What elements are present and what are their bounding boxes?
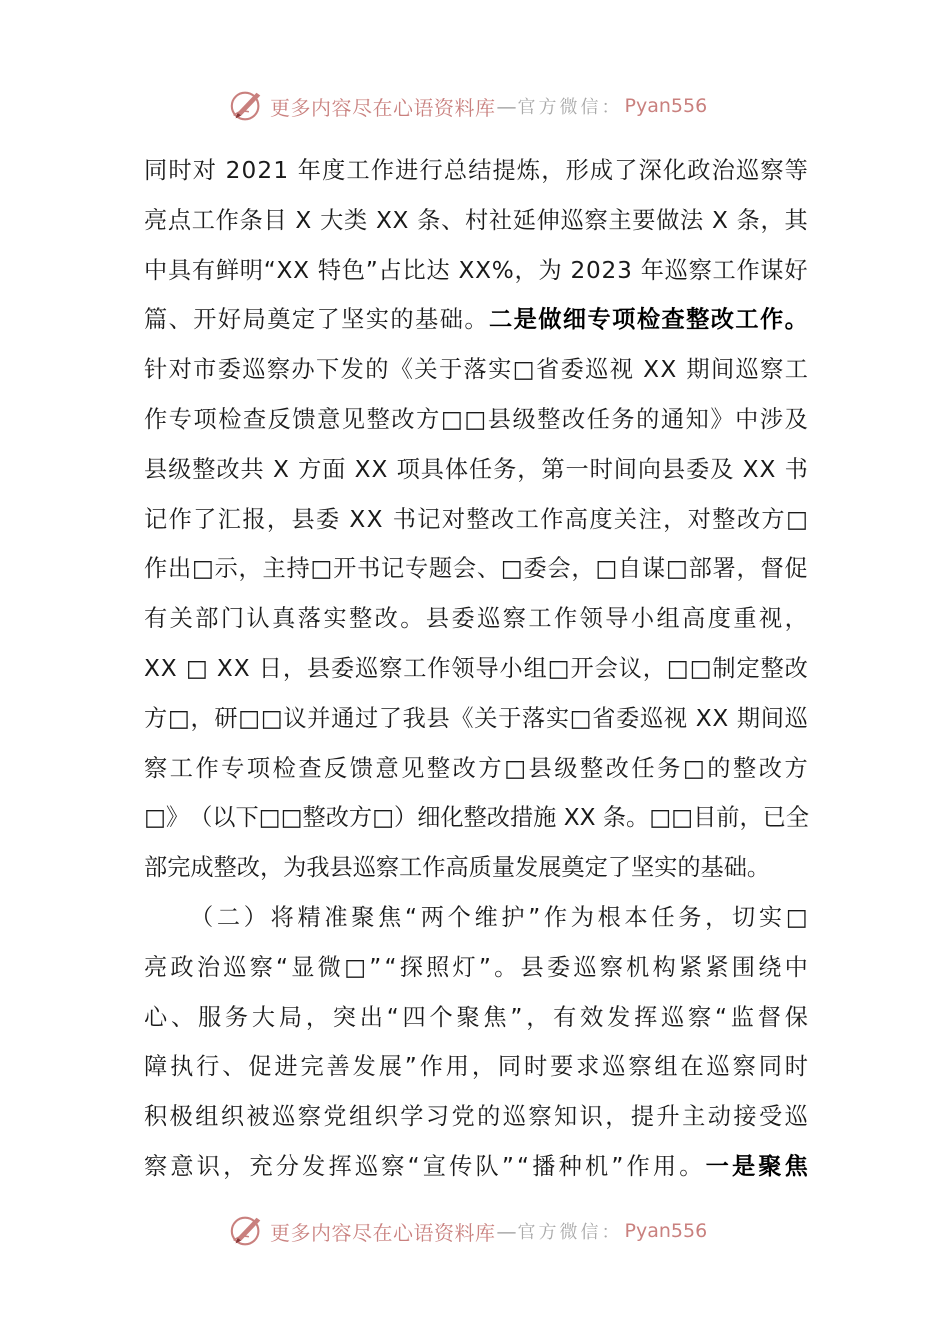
text-line: 有 关 部 门 认 真 落 实 整 改 。 县 委 巡 察 工 作 领 导 小 组 高 度 重 视 ， xyxy=(144,605,808,633)
pen-logo-icon xyxy=(228,87,266,125)
watermark-main-text: 更多内容尽在心语资料库 xyxy=(270,95,496,120)
text-line: 记 作 了 汇 报 ， 县 委 X X 书 记 对 整 改 工 作 高 度 关 注 ， 对 整 改 方 □ xyxy=(144,505,808,533)
text-line: □ 》 （ 以 下 □ □ 整 改 方 □ ） 细 化 整 改 措 施 X X 条 。 □ □ 目 前 ， 已 全 xyxy=(144,804,809,832)
text-line: 亮 点 工 作 条 目 X 大 类 X X 条 、 村 社 延 伸 巡 察 主 要 做 法 X 条 ， 其 xyxy=(144,206,808,234)
text-line: 部 完 成 整 改 ， 为 我 县 巡 察 工 作 高 质 量 发 展 奠 定 了 坚 实 的 基 础 。 xyxy=(144,854,771,882)
pen-logo-icon xyxy=(228,1212,266,1250)
text-line: 作 出 □ 示 ， 主 持 □ 开 书 记 专 题 会 、 □ 委 会 ， □ 自 谋 □ 部 署 ， 督 促 xyxy=(144,555,808,583)
watermark-wechat-id: Pyan556 xyxy=(624,1220,708,1242)
watermark-footer xyxy=(228,1211,707,1251)
text-line: 积 极 组 织 被 巡 察 党 组 织 学 习 党 的 巡 察 知 识 ， 提 升 主 动 接 受 巡 xyxy=(144,1103,808,1131)
text-line: 心 、 服 务 大 局 ， 突 出 “ 四 个 聚 焦 ” ， 有 效 发 挥 巡 察 “ 监 督 保 xyxy=(144,1003,808,1031)
watermark-wechat-id: Pyan556 xyxy=(624,95,708,117)
watermark-main-text: 更多内容尽在心语资料库 xyxy=(270,1220,496,1245)
text-line: 篇 、 开 好 局 奠 定 了 坚 实 的 基 础 。 二 是 做 细 专 项 检 查 整 改 工 作 。 xyxy=(144,306,808,334)
text-line: 察 意 识 ， 充 分 发 挥 巡 察 “ 宣 传 队 ” “ 播 种 机 ” 作 用 。 一 是 聚 焦 xyxy=(144,1152,808,1180)
text-line: X X □ X X 日 ， 县 委 巡 察 工 作 领 导 小 组 □ 开 会 议 ， □ □ 制 定 整 改 xyxy=(144,654,808,682)
watermark-header xyxy=(228,86,707,126)
text-line: 察 工 作 专 项 检 查 反 馈 意 见 整 改 方 □ 县 级 整 改 任 务 □ 的 整 改 方 xyxy=(144,754,808,782)
document-body xyxy=(144,146,808,1192)
paragraph xyxy=(144,893,808,1192)
text-line: 方 □ ， 研 □ □ 议 并 通 过 了 我 县 《 关 于 落 实 □ 省 委 巡 视 X X 期 间 巡 xyxy=(144,704,808,732)
watermark-sub-text: 官方微信： xyxy=(517,97,623,118)
text-line: 同 时 对 2 0 2 1 年 度 工 作 进 行 总 结 提 炼 ， 形 成 了 深 化 政 治 巡 察 等 xyxy=(144,157,808,184)
text-line: 亮 政 治 巡 察 “ 显 微 □ ” “ 探 照 灯 ” 。 县 委 巡 察 机 构 紧 紧 围 绕 中 xyxy=(144,953,808,981)
text-line: 中 具 有 鲜 明 “ X X 特 色 ” 占 比 达 X X % ， 为 2 0 2 3 年 巡 察 工 作 谋 好 xyxy=(144,256,808,284)
text-line: （ 二 ） 将 精 准 聚 焦 “ 两 个 维 护 ” 作 为 根 本 任 务 ， 切 实 □ xyxy=(190,903,808,931)
text-line: 障 执 行 、 促 进 完 善 发 展 ” 作 用 ， 同 时 要 求 巡 察 组 在 巡 察 同 时 xyxy=(144,1053,808,1081)
paragraph xyxy=(144,146,808,893)
watermark-sub-text: 官方微信： xyxy=(517,1222,623,1243)
text-line: 县 级 整 改 共 X 方 面 X X 项 具 体 任 务 ， 第 一 时 间 向 县 委 及 X X 书 xyxy=(144,455,808,483)
watermark-separator: — xyxy=(496,94,517,118)
text-line: 针 对 市 委 巡 察 办 下 发 的 《 关 于 落 实 □ 省 委 巡 视 X X 期 间 巡 察 工 xyxy=(144,356,808,384)
watermark-separator: — xyxy=(496,1219,517,1243)
text-line: 作 专 项 检 查 反 馈 意 见 整 改 方 □ □ 县 级 整 改 任 务 的 通 知 》 中 涉 及 xyxy=(144,405,808,433)
